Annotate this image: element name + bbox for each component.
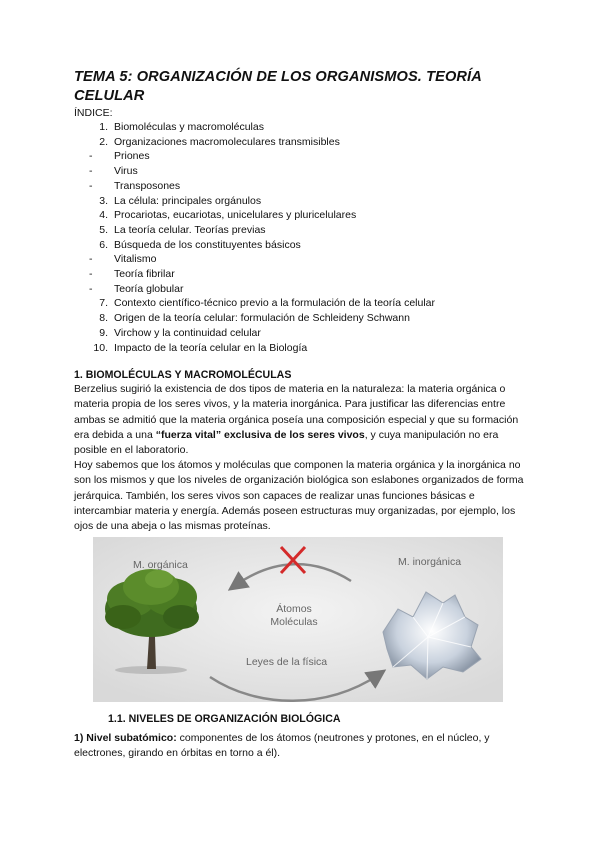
toc-marker: 9. <box>99 326 108 339</box>
toc-item <box>74 238 524 253</box>
toc-text: Biomoléculas y macromoléculas <box>114 121 264 133</box>
toc-marker: 2. <box>99 135 108 148</box>
toc-text: Teoría globular <box>114 282 184 295</box>
toc-text: La teoría celular. Teorías previas <box>114 223 266 236</box>
toc-text: Organizaciones macromoleculares transmisibles <box>114 135 340 148</box>
toc-text: Contexto científico-técnico previo a la formulación de la teoría celular <box>114 297 435 310</box>
toc-item <box>74 149 524 164</box>
toc-item <box>74 311 524 326</box>
toc-marker: 7. <box>99 297 108 310</box>
label-inorganic-matter: M. inorgánica <box>398 556 462 568</box>
table-of-contents <box>74 120 524 355</box>
toc-item <box>74 120 524 135</box>
toc-marker: 6. <box>99 238 108 251</box>
toc-item <box>74 164 524 179</box>
document-page <box>74 68 524 534</box>
toc-marker: 10. <box>93 341 108 354</box>
toc-item <box>74 282 524 297</box>
toc-text: Virchow y la continuidad celular <box>114 326 261 339</box>
toc-text: Procariotas, eucariotas, unicelulares y pluricelulares <box>114 209 357 222</box>
toc-text: La célula: principales orgánulos <box>114 194 262 207</box>
toc-item <box>74 194 524 209</box>
toc-text: Origen de la teoría celular: formulación de Schleideny Schwann <box>114 312 410 325</box>
figure-organic-inorganic <box>93 537 503 702</box>
toc-text: Búsqueda de los constituyentes básicos <box>114 238 301 251</box>
toc-marker: - <box>89 165 93 178</box>
toc-marker: - <box>89 179 93 192</box>
toc-marker: - <box>89 253 93 266</box>
toc-marker: 8. <box>99 312 108 325</box>
toc-marker: 5. <box>99 223 108 236</box>
toc-text: Priones <box>114 150 150 163</box>
paragraph: Hoy sabemos que los átomos y moléculas que componen la materia orgánica y la inorgánica no son los mismos y que los niveles de organización biológica son eslabones organizados de forma jerárquica. También, los seres vivos son capaces de realizar unas funciones básicas e intercambiar materia y energía. Además poseen estructuras muy organizadas, por ejemplo, los ojos de una abeja o las mismas proteínas. <box>74 459 524 533</box>
page-title: TEMA 5: ORGANIZACIÓN DE LOS ORGANISMOS. TEORÍA CELULAR <box>74 69 482 104</box>
toc-item <box>74 267 524 282</box>
toc-text: Vitalismo <box>114 253 157 266</box>
toc-text: Virus <box>114 165 138 178</box>
label-atoms: Átomos <box>276 603 312 615</box>
toc-item <box>74 326 524 341</box>
toc-item <box>74 223 524 238</box>
toc-text: Teoría fibrilar <box>114 268 175 281</box>
toc-marker: 4. <box>99 209 108 222</box>
toc-item <box>74 341 524 356</box>
paragraph: Berzelius sugirió la existencia de dos tipos de materia en la naturaleza: la materia orgánica o materia propia de los seres vivos, y la materia inorgánica. Para justificar las diferencias entre ambas se admitió que la materia orgánica poseía una composición especial y que su formación era debida a una “fuerza vital” exclusiva de los seres vivos, y cuya manipulación no era posible en el laboratorio. <box>74 383 519 457</box>
toc-item <box>74 252 524 267</box>
toc-item <box>74 208 524 223</box>
toc-marker: 1. <box>99 121 108 133</box>
toc-marker: - <box>89 268 93 281</box>
toc-marker: 3. <box>99 194 108 207</box>
subsection-body <box>74 731 524 761</box>
toc-item <box>74 296 524 311</box>
toc-item <box>74 135 524 150</box>
label-molecules: Moléculas <box>270 616 318 628</box>
toc-text: Impacto de la teoría celular en la Biología <box>114 341 308 354</box>
label-physics-laws: Leyes de la física <box>246 656 328 668</box>
label-organic-matter: M. orgánica <box>133 559 188 571</box>
subsection-heading: 1.1. NIVELES DE ORGANIZACIÓN BIOLÓGICA <box>108 713 341 725</box>
toc-marker: - <box>89 282 93 295</box>
paragraph: 1) Nivel subatómico: componentes de los átomos (neutrones y protones, en el núcleo, y electrones, girando en órbitas en torno a él). <box>74 732 490 760</box>
toc-item <box>74 179 524 194</box>
toc-marker: - <box>89 150 93 163</box>
section-heading: 1. BIOMOLÉCULAS Y MACROMOLÉCULAS <box>74 369 292 382</box>
index-label: ÍNDICE: <box>74 107 113 119</box>
toc-text: Transposones <box>114 179 181 192</box>
